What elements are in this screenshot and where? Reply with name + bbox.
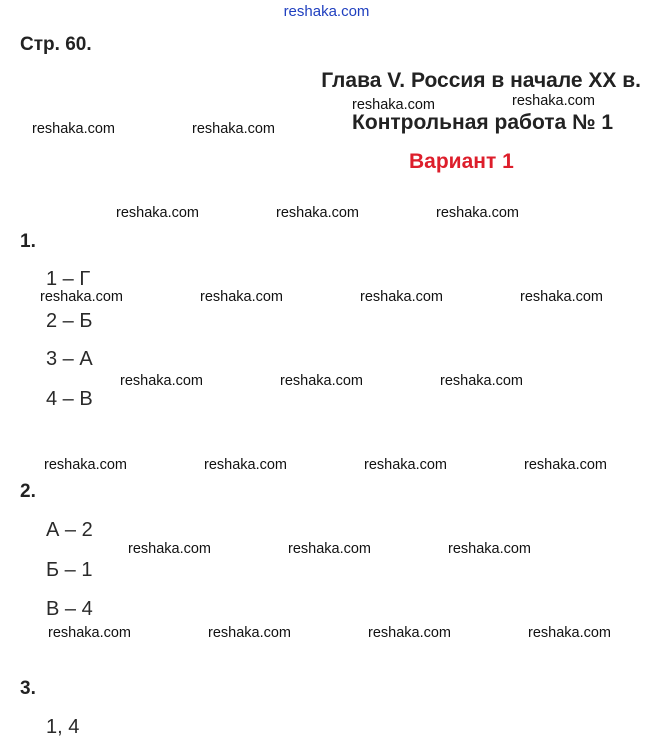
- variant-title: Вариант 1: [409, 150, 514, 173]
- watermark: reshaka.com: [512, 93, 596, 109]
- site-header-link[interactable]: reshaka.com: [283, 3, 370, 20]
- watermark: reshaka.com: [32, 121, 116, 137]
- question-number: 1.: [20, 231, 36, 252]
- answer-item: Б – 1: [46, 559, 93, 581]
- answer-item: 1, 4: [46, 716, 80, 738]
- question-number: 3.: [20, 678, 36, 699]
- watermark: reshaka.com: [364, 457, 448, 473]
- watermark: reshaka.com: [440, 373, 524, 389]
- watermark: reshaka.com: [192, 121, 276, 137]
- watermark: reshaka.com: [352, 97, 436, 113]
- watermark: reshaka.com: [436, 205, 520, 221]
- watermark: reshaka.com: [520, 289, 604, 305]
- watermark: reshaka.com: [120, 373, 204, 389]
- answer-item: А – 2: [46, 519, 93, 541]
- watermark: reshaka.com: [280, 373, 364, 389]
- watermark: reshaka.com: [368, 625, 452, 641]
- watermark: reshaka.com: [200, 289, 284, 305]
- answer-item: В – 4: [46, 598, 93, 620]
- watermark: reshaka.com: [524, 457, 608, 473]
- watermark: reshaka.com: [48, 625, 132, 641]
- watermark: reshaka.com: [448, 541, 532, 557]
- question-number: 2.: [20, 481, 36, 502]
- watermark: reshaka.com: [116, 205, 200, 221]
- answer-item: 2 – Б: [46, 310, 93, 332]
- watermark: reshaka.com: [128, 541, 212, 557]
- watermark: reshaka.com: [528, 625, 612, 641]
- watermark: reshaka.com: [204, 457, 288, 473]
- watermark: reshaka.com: [208, 625, 292, 641]
- watermark: reshaka.com: [276, 205, 360, 221]
- watermark: reshaka.com: [360, 289, 444, 305]
- watermark: reshaka.com: [44, 457, 128, 473]
- chapter-title: Глава V. Россия в начале XX в.: [321, 69, 641, 92]
- test-title: Контрольная работа № 1: [352, 111, 613, 134]
- watermark: reshaka.com: [288, 541, 372, 557]
- watermark: reshaka.com: [40, 289, 124, 305]
- page-number: Стр. 60.: [20, 34, 92, 55]
- answer-item: 1 – Г: [46, 268, 91, 290]
- answer-item: 3 – А: [46, 348, 93, 370]
- answer-item: 4 – В: [46, 388, 93, 410]
